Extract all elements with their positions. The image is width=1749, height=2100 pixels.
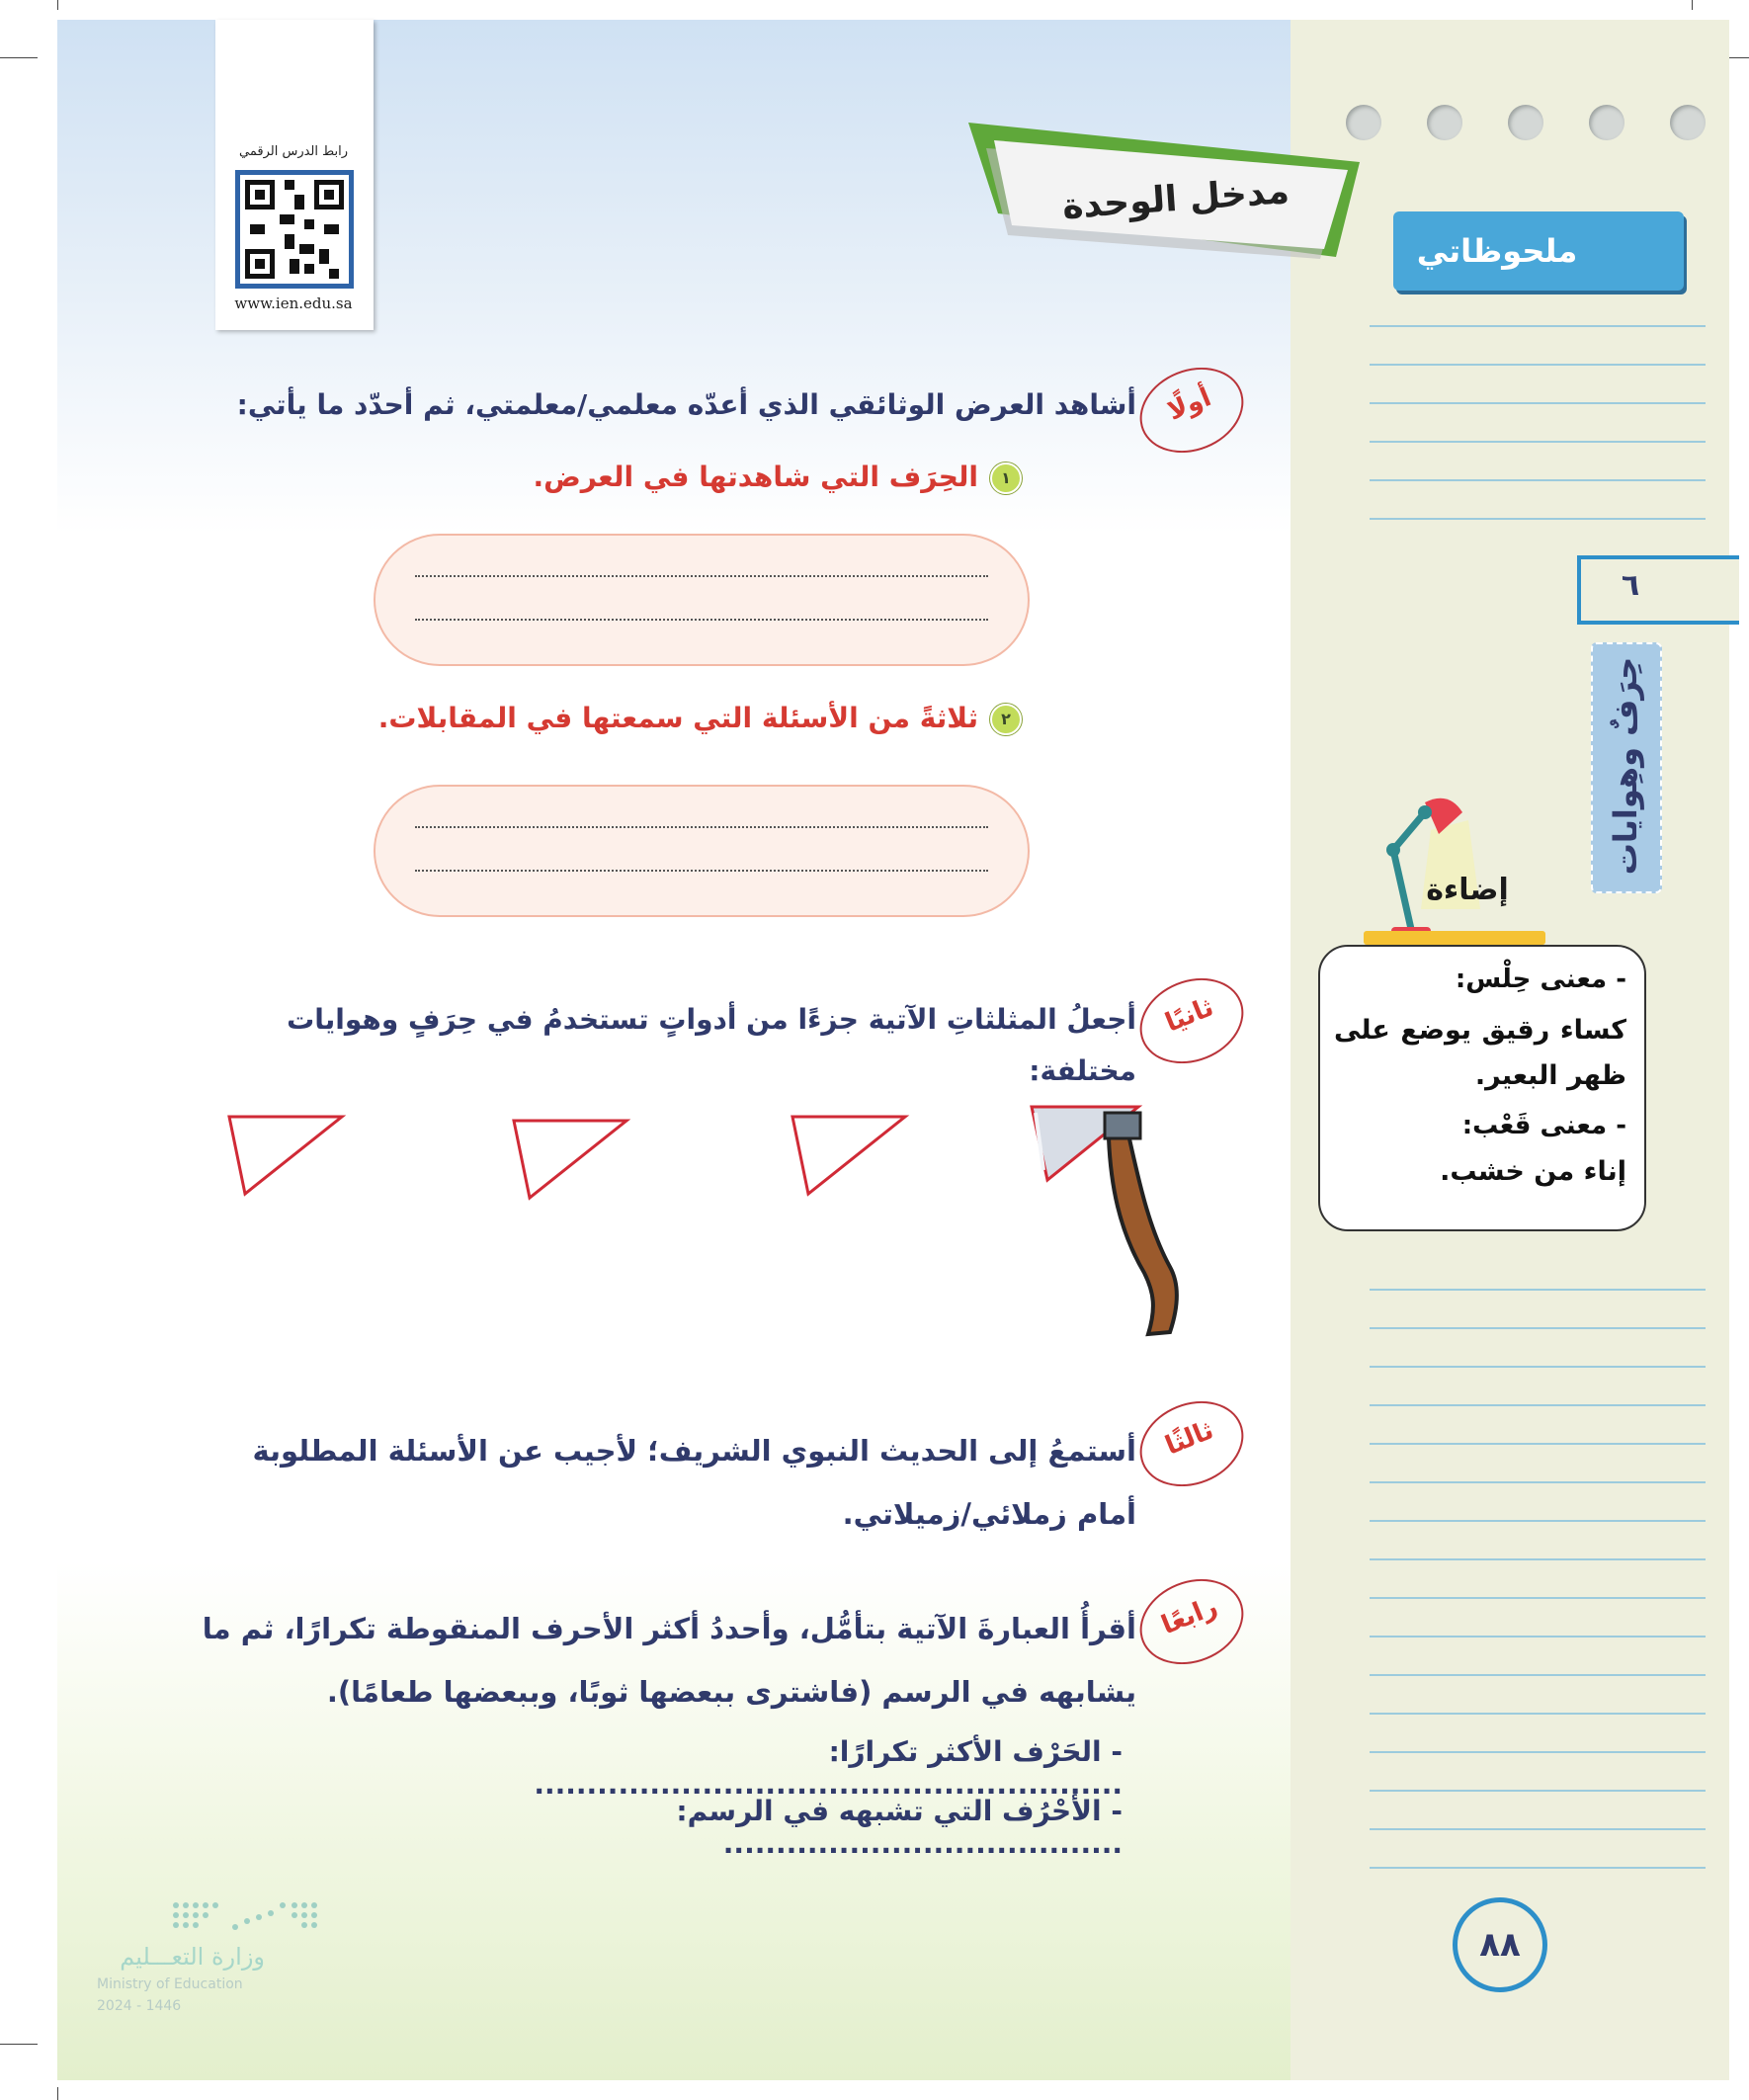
qr-url[interactable]: www.ien.edu.sa <box>234 294 353 312</box>
item-number: ١ <box>990 462 1022 494</box>
note-line[interactable] <box>1370 1366 1706 1368</box>
binder-hole <box>1670 105 1706 140</box>
ministry-year: 2024 - 1446 <box>97 1998 182 2014</box>
answer-line[interactable] <box>415 826 988 828</box>
note-line[interactable] <box>1370 441 1706 443</box>
axe-example-icon <box>1022 1099 1200 1356</box>
note-line[interactable] <box>1370 1790 1706 1792</box>
glossary-meaning: إناء من خشب. <box>1440 1156 1626 1187</box>
note-line[interactable] <box>1370 518 1706 520</box>
section-badge-first: أولًا <box>1127 353 1257 467</box>
unit-banner-title: مدخل الوحدة <box>1060 171 1291 227</box>
binder-hole <box>1589 105 1624 140</box>
answer-line[interactable] <box>415 870 988 872</box>
note-line[interactable] <box>1370 1289 1706 1291</box>
note-line[interactable] <box>1370 1520 1706 1522</box>
note-line[interactable] <box>1370 1751 1706 1753</box>
note-line[interactable] <box>1370 1443 1706 1445</box>
crop-mark <box>57 2087 58 2100</box>
qr-code-icon <box>235 170 354 289</box>
binder-hole <box>1508 105 1543 140</box>
highlight-title: إضاءة <box>1426 873 1509 907</box>
page-number: ٨٨ <box>1453 1897 1547 1992</box>
section-badge-third: ثالثًا <box>1127 1386 1257 1501</box>
ministry-logo-icon <box>166 1897 324 1937</box>
section-third-title: أستمعُ إلى الحديث النبوي الشريف؛ لأجيب عن الأسئلة المطلوبة أمام زملائي/زميلاتي. <box>252 1434 1136 1531</box>
note-line[interactable] <box>1370 1597 1706 1599</box>
note-line[interactable] <box>1370 1404 1706 1406</box>
glossary-meaning: كساء رقيق يوضع على ظهر البعير. <box>1334 1015 1626 1091</box>
note-line[interactable] <box>1370 325 1706 327</box>
qr-caption: رابط الدرس الرقمي <box>239 144 348 159</box>
unit-name: حِرَفٌ وهِوايات <box>1607 656 1644 876</box>
item-number: ٢ <box>990 704 1022 735</box>
triangle-shape[interactable] <box>508 1115 636 1204</box>
item-text: ثلاثةً من الأسئلة التي سمعتها في المقابلات. <box>377 702 978 734</box>
item-text: الحِرَف التي شاهدتها في العرض. <box>533 461 978 493</box>
note-line[interactable] <box>1370 364 1706 366</box>
note-line[interactable] <box>1370 479 1706 481</box>
answer-line-similar-letters[interactable]: - الأحْرُف التي تشبهه في الرسم: ...................................... <box>676 1795 1123 1860</box>
answer-box-1[interactable] <box>374 534 1030 666</box>
crop-mark <box>0 57 38 58</box>
triangle-shape[interactable] <box>223 1111 352 1200</box>
answer-line[interactable] <box>415 575 988 577</box>
unit-number: ٦ <box>1621 568 1640 603</box>
highlight-bar <box>1364 931 1545 945</box>
section-badge-second: ثانيًا <box>1127 964 1257 1078</box>
section-badge-fourth: رابعًا <box>1127 1564 1257 1679</box>
crop-mark <box>57 0 58 10</box>
answer-box-2[interactable] <box>374 785 1030 917</box>
note-line[interactable] <box>1370 1713 1706 1715</box>
note-line[interactable] <box>1370 1558 1706 1560</box>
binder-hole <box>1427 105 1462 140</box>
note-line[interactable] <box>1370 1867 1706 1869</box>
crop-mark <box>0 2044 38 2045</box>
note-line[interactable] <box>1370 1636 1706 1638</box>
section-second-title: أجعلُ المثلثاتِ الآتية جزءًا من أدواتٍ تستخدمُ في حِرَفٍ وهوايات مختلفة: <box>287 1003 1136 1087</box>
note-line[interactable] <box>1370 1327 1706 1329</box>
glossary-term: - معنى حِلْس: <box>1455 965 1626 994</box>
answer-line-most-frequent[interactable]: - الحَرْف الأكثر تكرارًا: ........................................................ <box>534 1735 1123 1801</box>
unit-number-box <box>1577 555 1739 625</box>
crop-mark <box>1692 0 1693 10</box>
section-first-title: أشاهد العرض الوثائقي الذي أعدّه معلمي/معلمتي، ثم أحدّد ما يأتي: <box>236 388 1136 421</box>
note-line[interactable] <box>1370 1828 1706 1830</box>
notes-title: ملحوظاتي <box>1416 232 1578 270</box>
ministry-name-ar: وزارة التعـــليم <box>120 1943 265 1971</box>
note-line[interactable] <box>1370 402 1706 404</box>
note-line[interactable] <box>1370 1674 1706 1676</box>
answer-line[interactable] <box>415 619 988 621</box>
note-line[interactable] <box>1370 1481 1706 1483</box>
glossary-term: - معنى قَعْب: <box>1461 1111 1626 1140</box>
ministry-name-en: Ministry of Education <box>97 1976 243 1992</box>
triangle-shape[interactable] <box>787 1111 915 1200</box>
section-fourth-title: أقرأُ العبارةَ الآتية بتأمُّل، وأحددُ أكثر الأحرف المنقوطة تكرارًا، ثم ما يشابهه في الرسم (فاشترى ببعضها ثوبًا، وببعضها طعامًا). <box>202 1612 1136 1709</box>
